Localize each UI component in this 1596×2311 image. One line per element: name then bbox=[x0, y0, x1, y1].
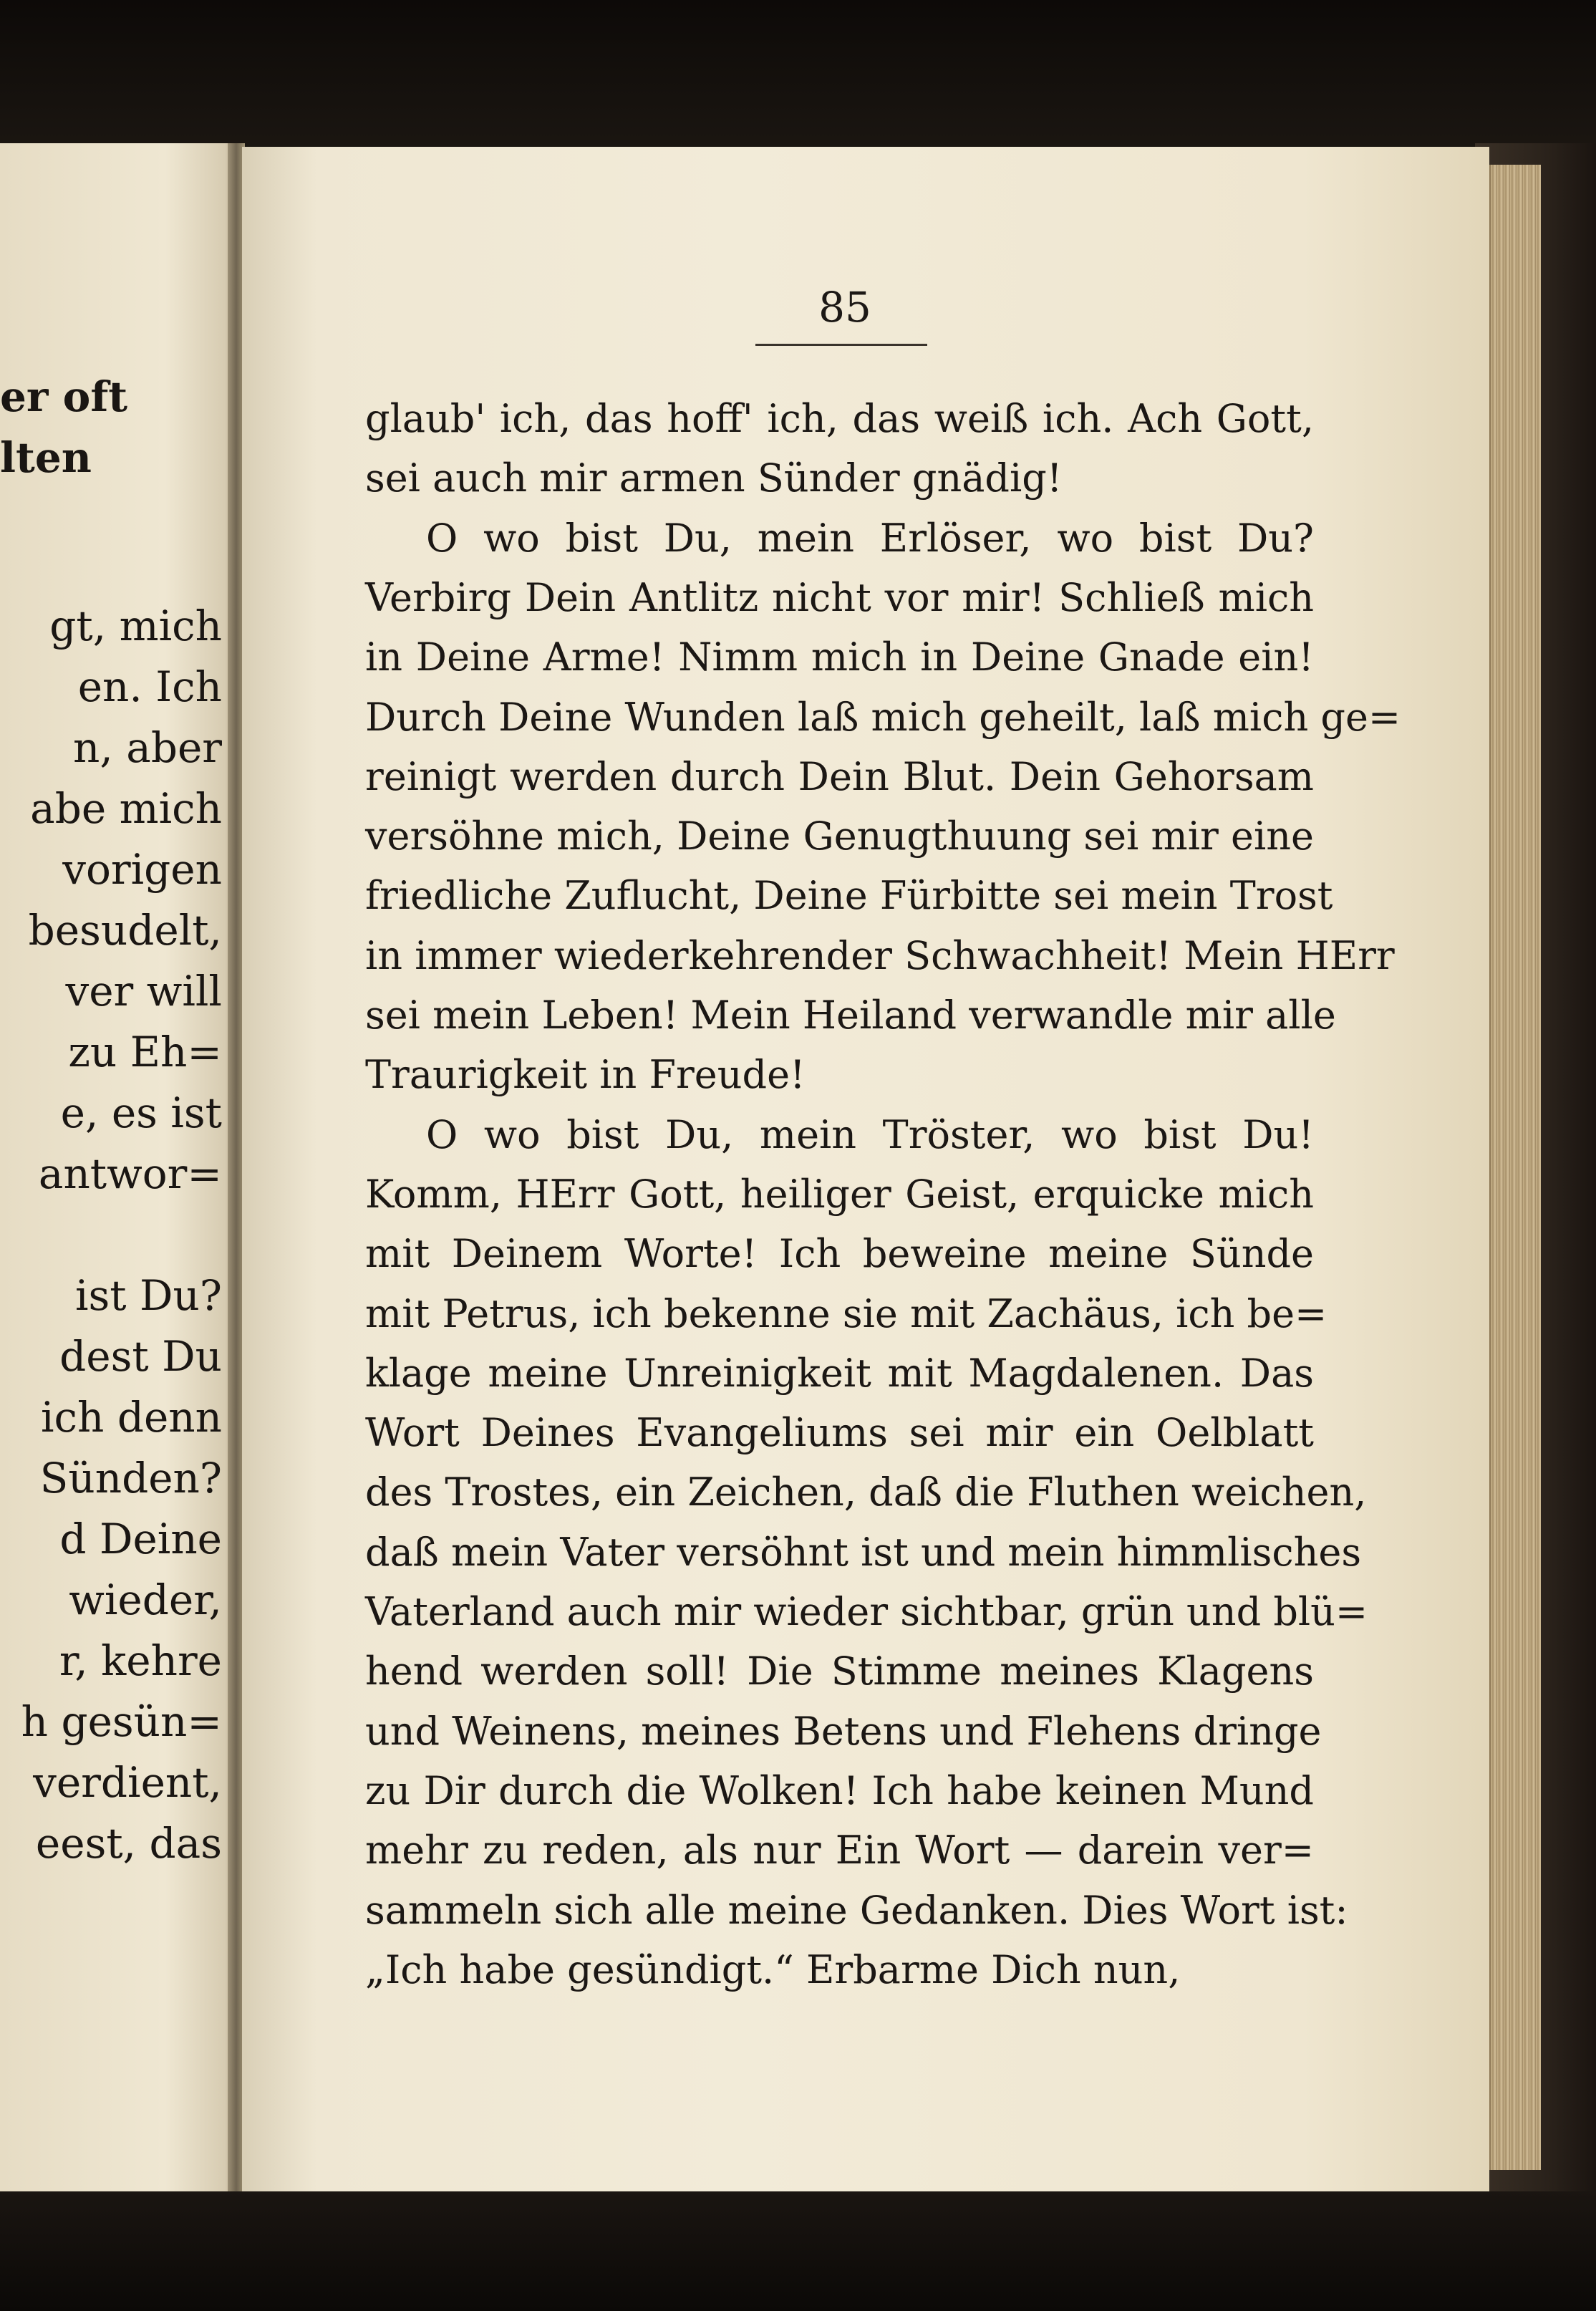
left-page-fragment: h gesün= bbox=[21, 1697, 222, 1746]
text-line: Komm, HErr Gott, heiliger Geist, erquicke mich bbox=[365, 1171, 1314, 1217]
text-line: zu Dir durch die Wolken! Ich habe keinen Mund bbox=[365, 1767, 1314, 1813]
text-line: Verbirg Dein Antlitz nicht vor mir! Schließ mich bbox=[365, 574, 1314, 620]
text-line: versöhne mich, Deine Genugthuung sei mir eine bbox=[365, 814, 1314, 859]
left-page-fragment: ver will bbox=[65, 967, 222, 1015]
text-line: glaub' ich, das hoff' ich, das weiß ich. Ach Gott, bbox=[365, 396, 1314, 441]
left-page-fragment: ich denn bbox=[41, 1393, 222, 1442]
text-line: friedliche Zuflucht, Deine Fürbitte sei mein Trost bbox=[365, 873, 1333, 919]
text-line: mehr zu reden, als nur Ein Wort — darein ver= bbox=[365, 1828, 1314, 1873]
text-line: Durch Deine Wunden laß mich geheilt, laß mich ge= bbox=[365, 694, 1401, 740]
left-page-fragment: d Deine bbox=[59, 1515, 222, 1563]
left-page-fragment: dest Du bbox=[59, 1332, 222, 1381]
text-line: sei mein Leben! Mein Heiland verwandle mir alle bbox=[365, 993, 1336, 1038]
text-line: sammeln sich alle meine Gedanken. Dies Wort ist: bbox=[365, 1887, 1348, 1933]
left-page-fragment: abe mich bbox=[30, 784, 222, 833]
text-line: in immer wiederkehrender Schwachheit! Mein HErr bbox=[365, 932, 1395, 978]
text-line: mit Deinem Worte! Ich beweine meine Sünde bbox=[365, 1231, 1314, 1277]
left-page-fragment: besudelt, bbox=[28, 906, 222, 955]
header-rule bbox=[755, 344, 927, 346]
left-page-fragment: eest, das bbox=[35, 1819, 222, 1868]
text-line: daß mein Vater versöhnt ist und mein himmlisches bbox=[365, 1529, 1362, 1575]
page-number: 85 bbox=[818, 283, 871, 332]
left-page-fragment: antwor= bbox=[38, 1149, 222, 1198]
text-line: O wo bist Du, mein Erlöser, wo bist Du? bbox=[426, 515, 1314, 561]
left-page bbox=[0, 143, 236, 2206]
text-line: mit Petrus, ich bekenne sie mit Zachäus, ich be= bbox=[365, 1290, 1327, 1336]
left-page-fragment: gt, mich bbox=[49, 602, 222, 650]
text-line: des Trostes, ein Zeichen, daß die Fluthen weichen, bbox=[365, 1470, 1367, 1515]
text-line: sei auch mir armen Sünder gnädig! bbox=[365, 455, 1063, 501]
text-line: Wort Deines Evangeliums sei mir ein Oelblatt bbox=[365, 1410, 1314, 1456]
left-page-fragment: zu Eh= bbox=[68, 1028, 222, 1076]
left-page-fragment: vorigen bbox=[62, 845, 222, 894]
left-page-fragment: Sünden? bbox=[39, 1454, 222, 1502]
text-line: „Ich habe gesündigt.“ Erbarme Dich nun, bbox=[365, 1946, 1181, 1992]
text-line: in Deine Arme! Nimm mich in Deine Gnade ein! bbox=[365, 635, 1314, 680]
text-line: reinigt werden durch Dein Blut. Dein Gehorsam bbox=[365, 753, 1314, 799]
left-page-fragment: wieder, bbox=[69, 1576, 222, 1624]
page-edges bbox=[1489, 165, 1541, 2170]
book-cover-bottom bbox=[0, 2191, 1596, 2311]
left-page-fragment: er oft bbox=[0, 372, 128, 421]
left-page-fragment: lten bbox=[0, 433, 92, 482]
text-line: und Weinens, meines Betens und Flehens dringe bbox=[365, 1708, 1322, 1754]
left-page-fragment: ist Du? bbox=[74, 1271, 222, 1320]
text-line: O wo bist Du, mein Tröster, wo bist Du! bbox=[426, 1111, 1314, 1157]
text-line: Vaterland auch mir wieder sichtbar, grün und blü= bbox=[365, 1589, 1368, 1634]
left-page-fragment: r, kehre bbox=[59, 1636, 222, 1685]
left-page-fragment: e, es ist bbox=[60, 1089, 222, 1137]
left-page-fragment: en. Ich bbox=[77, 662, 222, 711]
left-page-fragment: n, aber bbox=[73, 723, 222, 772]
text-line: Traurigkeit in Freude! bbox=[365, 1052, 806, 1098]
text-line: klage meine Unreinigkeit mit Magdalenen. Das bbox=[365, 1350, 1314, 1396]
left-page-fragment: verdient, bbox=[33, 1758, 222, 1807]
book-cover-top bbox=[0, 0, 1596, 165]
text-line: hend werden soll! Die Stimme meines Klagens bbox=[365, 1649, 1314, 1694]
